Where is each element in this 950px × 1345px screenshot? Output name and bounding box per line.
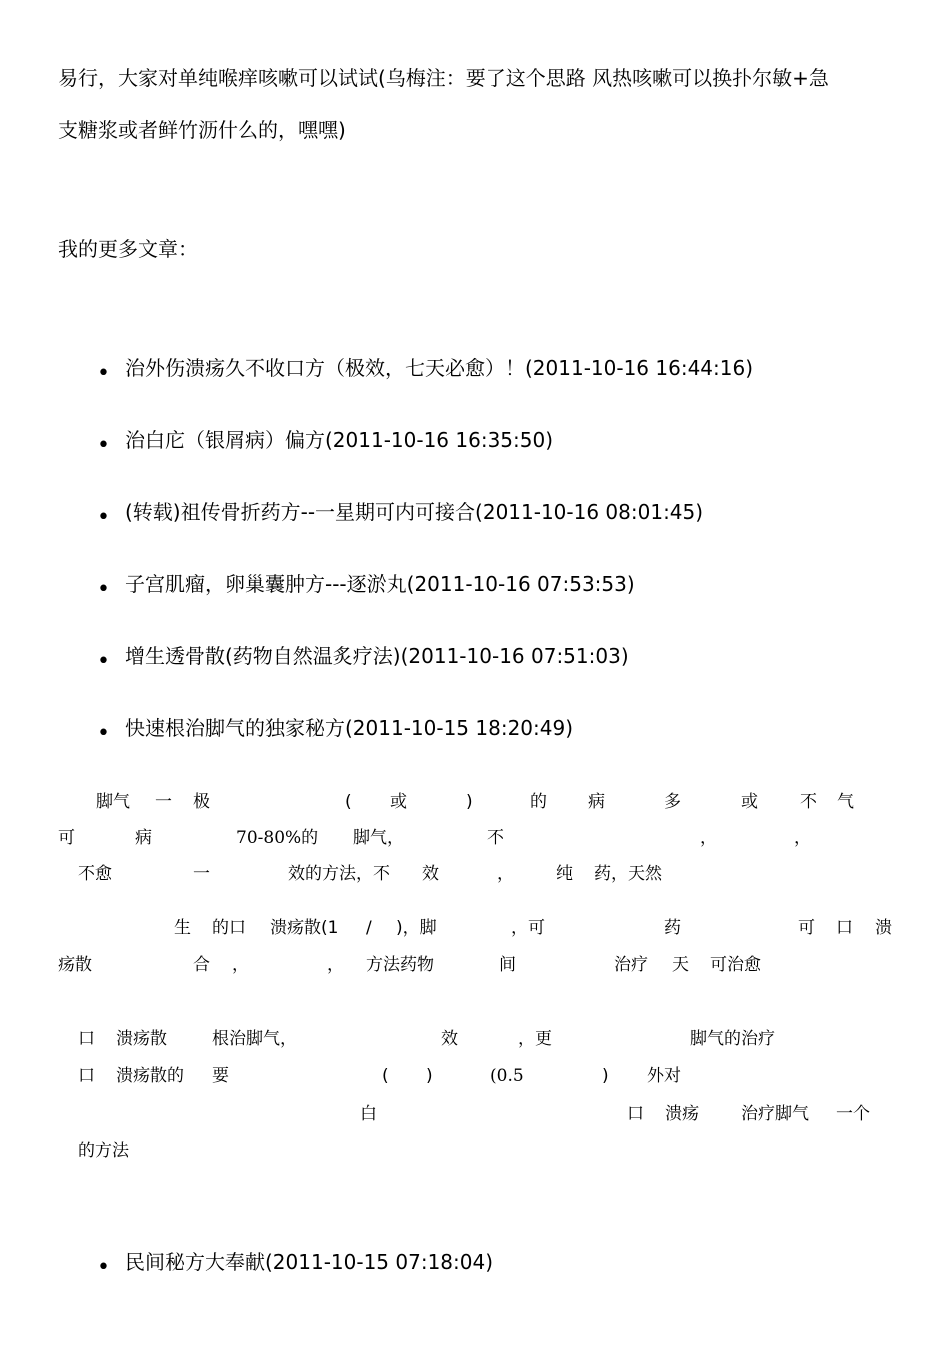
fragment: 可 xyxy=(798,918,815,938)
fragment: 70-80%的 xyxy=(236,828,319,848)
fragment: 极 xyxy=(193,792,210,812)
fragment: 不愈 xyxy=(78,864,112,884)
fragment: 效 xyxy=(422,864,439,884)
fragment: 一 xyxy=(155,792,172,812)
fragment: ， xyxy=(700,828,717,848)
fragment: ) xyxy=(602,1066,609,1086)
fragment: ， xyxy=(327,955,344,975)
article-link[interactable]: 增生透骨散(药物自然温炙疗法)(2011-10-16 07:51:03) xyxy=(125,644,629,668)
fragment: 纯 xyxy=(556,864,573,884)
fragment: 不 xyxy=(800,792,817,812)
fragment: 病 xyxy=(135,828,152,848)
fragment: 生 xyxy=(174,918,191,938)
fragment: 间 xyxy=(499,955,516,975)
fragment: 合 xyxy=(193,955,210,975)
fragment: / xyxy=(366,918,372,938)
bullet-icon: • xyxy=(97,649,110,674)
bullet-icon: • xyxy=(97,361,110,386)
fragment: (0.5 xyxy=(490,1066,524,1086)
bullet-icon: • xyxy=(97,577,110,602)
article-link[interactable]: 民间秘方大奉献(2011-10-15 07:18:04) xyxy=(125,1250,494,1274)
fragment: 根治脚气， xyxy=(212,1029,297,1049)
fragment: ，更 xyxy=(518,1029,552,1049)
fragment: 效的方法，不 xyxy=(288,864,390,884)
fragment: 治疗脚气 xyxy=(741,1104,809,1124)
fragment: 脚气 xyxy=(96,792,130,812)
fragment: 治疗 xyxy=(614,955,648,975)
article-link[interactable]: (转载)祖传骨折药方--一星期可内可接合(2011-10-16 08:01:45) xyxy=(125,500,704,524)
fragment: 口 xyxy=(78,1029,95,1049)
fragment: 的 xyxy=(530,792,547,812)
fragment: 的方法 xyxy=(78,1141,129,1161)
fragment: 天 xyxy=(672,955,689,975)
bullet-icon: • xyxy=(97,721,110,746)
fragment: 可治愈 xyxy=(710,955,761,975)
fragment: 一 xyxy=(193,864,210,884)
bullet-icon: • xyxy=(97,505,110,530)
fragment: 要 xyxy=(212,1066,229,1086)
fragment: ( xyxy=(382,1066,389,1086)
fragment: 口 xyxy=(78,1066,95,1086)
fragment: 口 xyxy=(627,1104,644,1124)
fragment: 溃 xyxy=(875,918,892,938)
fragment: 一个 xyxy=(836,1104,870,1124)
fragment: 方法药物 xyxy=(366,955,434,975)
fragment: 或 xyxy=(741,792,758,812)
fragment: 外对 xyxy=(647,1066,681,1086)
fragment: ， xyxy=(497,864,514,884)
more-articles-heading: 我的更多文章： xyxy=(58,237,198,261)
fragment: 不 xyxy=(487,828,504,848)
fragment: ) xyxy=(426,1066,433,1086)
article-link[interactable]: 治外伤溃疡久不收口方（极效，七天必愈）！(2011-10-16 16:44:16) xyxy=(125,356,754,380)
article-link[interactable]: 子宫肌瘤，卵巢囊肿方---逐淤丸(2011-10-16 07:53:53) xyxy=(125,572,635,596)
fragment: 效 xyxy=(441,1029,458,1049)
fragment: 脚气， xyxy=(353,828,404,848)
fragment: 脚气的治疗 xyxy=(690,1029,775,1049)
fragment: 或 xyxy=(390,792,407,812)
fragment: 的口 xyxy=(212,918,246,938)
article-link[interactable]: 治白庀（银屑病）偏方(2011-10-16 16:35:50) xyxy=(125,428,554,452)
fragment: 药，天然 xyxy=(594,864,662,884)
fragment: ，可 xyxy=(511,918,545,938)
fragment: ， xyxy=(232,955,249,975)
fragment: 可 xyxy=(58,828,75,848)
fragment: 溃疡 xyxy=(665,1104,699,1124)
fragment: 溃疡散的 xyxy=(116,1066,184,1086)
fragment: 气 xyxy=(837,792,854,812)
fragment: ， xyxy=(794,828,811,848)
bullet-icon: • xyxy=(97,433,110,458)
bullet-icon: • xyxy=(97,1255,110,1280)
fragment: 药 xyxy=(664,918,681,938)
fragment: 白 xyxy=(360,1104,377,1124)
fragment: 多 xyxy=(664,792,681,812)
article-link[interactable]: 快速根治脚气的独家秘方(2011-10-15 18:20:49) xyxy=(125,716,574,740)
fragment: ) xyxy=(466,792,473,812)
intro-line-1: 易行，大家对单纯喉痒咳嗽可以试试(乌梅注：要了这个思路 风热咳嗽可以换扑尔敏+急 xyxy=(58,66,829,90)
fragment: 口 xyxy=(836,918,853,938)
intro-line-2: 支糖浆或者鲜竹沥什么的，嘿嘿) xyxy=(58,118,346,142)
fragment: ( xyxy=(345,792,352,812)
fragment: 溃疡散(1 xyxy=(270,918,339,938)
fragment: )，脚 xyxy=(396,918,437,938)
fragment: 疡散 xyxy=(58,955,92,975)
fragment: 溃疡散 xyxy=(116,1029,167,1049)
fragment: 病 xyxy=(588,792,605,812)
